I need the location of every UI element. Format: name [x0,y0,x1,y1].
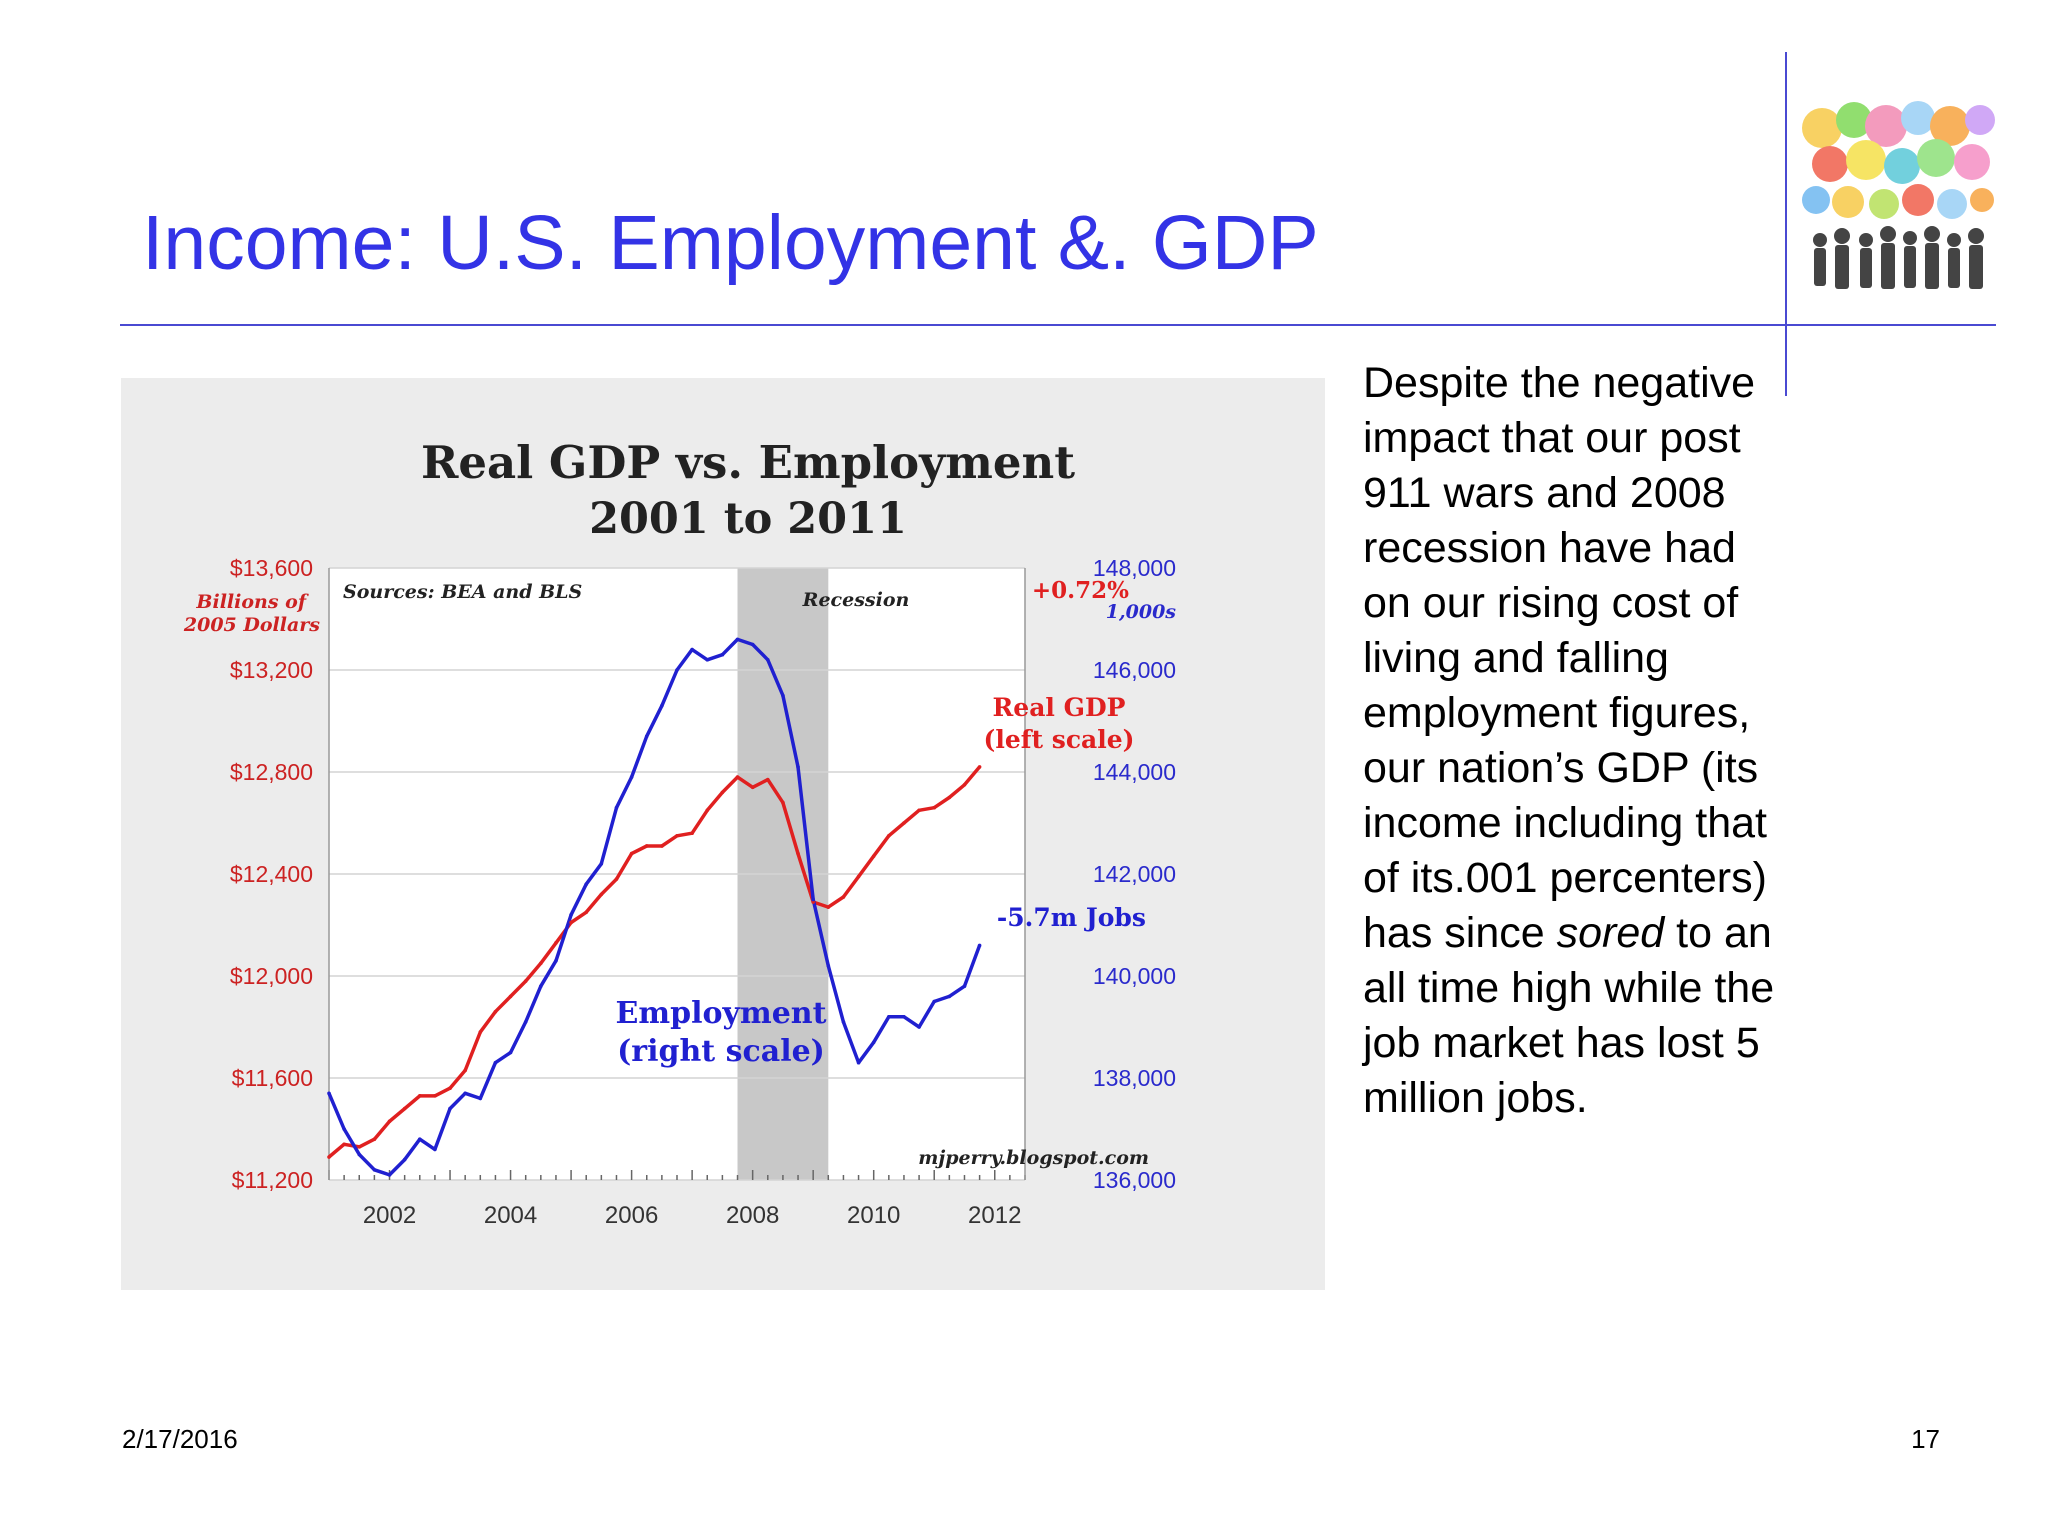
chart-title: Real GDP vs. Employment [420,436,1076,489]
real-gdp-point [327,1155,331,1159]
left-axis-tick-labels [230,555,313,1193]
right-tick-label: 148,000 [1092,555,1176,581]
gdp-series-name: Real GDP [992,693,1126,722]
employment-point [887,1015,891,1019]
speech-bubbles-crowd-icon [1800,100,1995,316]
real-gdp-point [539,961,543,965]
employment-point [357,1153,361,1157]
real-gdp-point [932,806,936,810]
x-tick-label: 2010 [847,1202,901,1229]
x-tick-label: 2012 [968,1202,1022,1229]
employment-point [418,1137,422,1141]
real-gdp-point [584,910,588,914]
employment-point [539,984,543,988]
employment-point [781,694,785,698]
right-tick-label: 136,000 [1092,1167,1176,1193]
employment-point [690,648,694,652]
real-gdp-point [433,1094,437,1098]
real-gdp-point [675,834,679,838]
real-gdp-point [373,1137,377,1141]
real-gdp-point [917,808,921,812]
body-text-emphasis: sored [1556,909,1665,957]
real-gdp-point [766,778,770,782]
employment-point [736,638,740,642]
employment-point [524,1020,528,1024]
employment-point [554,959,558,963]
employment-point [660,704,664,708]
left-tick-label: $12,800 [229,759,313,785]
employment-point [827,964,831,968]
real-gdp-point [690,831,694,835]
gdp-end-label: +0.72% [1031,577,1129,604]
real-gdp-point [705,808,709,812]
real-gdp-point [751,786,755,790]
x-axis-tick-labels [363,1202,1022,1229]
real-gdp-point [630,852,634,856]
right-tick-label: 146,000 [1092,657,1176,683]
employment-point [600,862,604,866]
left-tick-label: $11,200 [231,1167,313,1193]
employment-point [963,984,967,988]
right-tick-label: 138,000 [1092,1065,1176,1091]
real-gdp-point [479,1030,483,1034]
employment-point [978,944,982,948]
slide-body-text [1363,356,1793,1126]
real-gdp-point [615,877,619,881]
employment-point [902,1015,906,1019]
real-gdp-point [872,854,876,858]
employment-point [857,1061,861,1065]
left-tick-label: $13,200 [229,657,313,683]
employment-point [569,913,573,917]
employment-series-scale: (right scale) [617,1034,825,1069]
x-tick-label: 2008 [725,1202,780,1229]
employment-point [751,643,755,647]
real-gdp-point [554,941,558,945]
real-gdp-point [388,1120,392,1124]
employment-point [705,658,709,662]
credit-note: mjperry.blogspot.com [918,1147,1149,1169]
right-axis-tick-labels [1093,555,1176,1193]
real-gdp-point [524,979,528,983]
chart-subtitle: 2001 to 2011 [589,494,907,544]
left-tick-label: $12,000 [229,963,313,989]
employment-point [373,1168,377,1172]
real-gdp-point [357,1145,361,1149]
right-axis-unit: 1,000s [1105,601,1176,623]
real-gdp-point [403,1107,407,1111]
real-gdp-point [342,1143,346,1147]
employment-point [630,775,634,779]
source-note: Sources: BEA and BLS [343,581,583,603]
employment-point [448,1107,452,1111]
real-gdp-point [796,852,800,856]
x-tick-label: 2006 [604,1202,659,1229]
real-gdp-point [736,775,740,779]
real-gdp-point [857,875,861,879]
employment-point [403,1158,407,1162]
employment-point [842,1020,846,1024]
employment-series-name: Employment [615,996,827,1031]
employment-point [675,668,679,672]
right-tick-label: 144,000 [1092,759,1176,785]
left-tick-label: $13,600 [229,555,313,581]
employment-point [327,1092,331,1096]
real-gdp-point [448,1086,452,1090]
left-axis-unit-line2: 2005 Dollars [183,614,320,636]
employment-point [872,1041,876,1045]
real-gdp-point [645,844,649,848]
real-gdp-point [887,834,891,838]
left-tick-label: $11,600 [231,1065,313,1091]
employment-point [948,995,952,999]
title-divider [120,324,1996,326]
body-text-part1: Despite the negative impact that our post 911 wars and 2008 recession have had on our rising cost of living and falling employment figures, our nation’s GDP (its income including that of its.001 percenters) has since [1363,359,1767,957]
employment-point [342,1127,346,1131]
left-tick-label: $12,400 [229,861,313,887]
employment-point [645,735,649,739]
real-gdp-point [978,765,982,769]
right-tick-label: 142,000 [1092,861,1176,887]
employment-point [494,1061,498,1065]
real-gdp-point [721,791,725,795]
right-tick-label: 140,000 [1092,963,1176,989]
real-gdp-point [600,893,604,897]
chart-panel [121,378,1325,1290]
real-gdp-point [902,821,906,825]
employment-point [796,765,800,769]
page-number: 17 [1911,1424,1940,1454]
x-tick-label: 2004 [483,1202,538,1229]
employment-point [388,1173,392,1177]
gdp-series-scale: (left scale) [983,725,1135,754]
real-gdp-point [463,1069,467,1073]
recession-label: Recession [802,589,910,611]
employment-point [811,898,815,902]
employment-point [463,1092,467,1096]
body-text-part2: to an all time high while the job market has lost 5 million jobs. [1363,909,1775,1122]
real-gdp-point [569,921,573,925]
employment-point [479,1097,483,1101]
header-vertical-divider [1785,52,1787,396]
employment-point [721,653,725,657]
employment-end-label: -5.7m Jobs [996,903,1146,932]
real-gdp-point [418,1094,422,1098]
left-axis-unit-line1: Billions of [196,591,306,613]
employment-point [615,806,619,810]
real-gdp-point [827,905,831,909]
real-gdp-point [781,801,785,805]
real-gdp-point [660,844,664,848]
employment-point [917,1025,921,1029]
real-gdp-point [842,895,846,899]
real-gdp-point [963,783,967,787]
footer-date: 2/17/2016 [122,1424,238,1454]
employment-point [509,1051,513,1055]
employment-point [932,1000,936,1004]
real-gdp-point [494,1010,498,1014]
real-gdp-point [948,796,952,800]
slide-title: Income: U.S. Employment &. GDP [142,200,1319,286]
employment-point [766,658,770,662]
employment-point [433,1148,437,1152]
x-tick-label: 2002 [362,1202,417,1229]
employment-point [584,882,588,886]
gdp-employment-chart [121,378,1325,1290]
real-gdp-point [509,995,513,999]
